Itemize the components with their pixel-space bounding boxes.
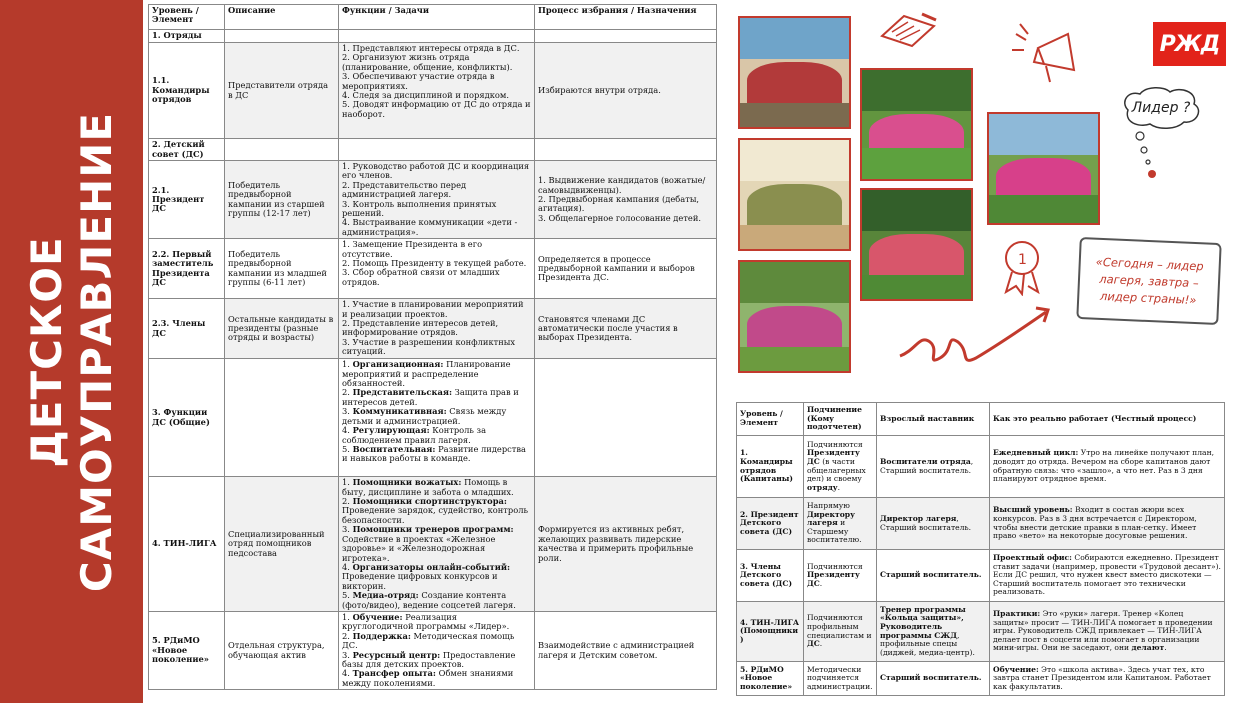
cell-how: Обучение: Это «школа актива». Здесь учат тех, кто завтра станет Президентом или Капитаном. Работает как факультатив. bbox=[990, 662, 1225, 696]
cell-level: 2. Президент Детского совета (ДС) bbox=[737, 498, 804, 550]
cell-process: Формируется из активных ребят, желающих развивать лидерские качества и примерить профильные роли. bbox=[535, 477, 717, 612]
cell-description: Представители отряда в ДС bbox=[225, 43, 339, 139]
cell-how: Проектный офис: Собираются ежедневно. Президент ставит задачи (например, провести «Трудовой десант»). Если ДС решил, что нужен квест вместо дискотеки — Старший воспитатель помогает это технически реализовать. bbox=[990, 550, 1225, 602]
cell-description: Победитель предвыборной кампании из старшей группы (12-17 лет) bbox=[225, 161, 339, 239]
cell-how: Высший уровень: Входит в состав жюри всех конкурсов. Раз в 3 дня встречается с Директором, чтобы внести детские правки в план-сетку. Имеет право «вето» на некоторые досуговые решения. bbox=[990, 498, 1225, 550]
medal-icon bbox=[1000, 236, 1050, 296]
camp-photo bbox=[987, 112, 1100, 225]
cell-mentor: Директор лагеря, Старший воспитатель. bbox=[877, 498, 990, 550]
cell-subordination: Методически подчиняется администрации. bbox=[804, 662, 877, 696]
header-level: Уровень / Элемент bbox=[149, 5, 225, 30]
cell-functions: 1. Замещение Президента в его отсутствие. 2. Помощь Президенту в текущей работе. 3. Сбор обратной связи от младших отрядов. bbox=[339, 239, 535, 299]
cell-how: Практики: Это «руки» лагеря. Тренер «Колец защиты» просит — ТИН-ЛИГА помогает в проведении игры. Руководитель СЖД привлекает — ТИН-ЛИГА делает пост в соцсети или помогает в организации мини-игры. Они не заседают, они делают. bbox=[990, 602, 1225, 662]
cell-level: 5. РДиМО «Новое поколение» bbox=[149, 611, 225, 689]
header-subordination: Подчинение (Кому подотчетен) bbox=[804, 403, 877, 436]
table-row bbox=[149, 43, 717, 139]
cell-description: Остальные кандидаты в президенты (разные отряды и возрасты) bbox=[225, 299, 339, 359]
table-row bbox=[737, 662, 1225, 696]
cell-subordination: Подчиняются Президенту ДС (в части общелагерных дел) и своему отряду. bbox=[804, 436, 877, 498]
header-level: Уровень / Элемент bbox=[737, 403, 804, 436]
cell-description: Специализированный отряд помощников педсостава bbox=[225, 477, 339, 612]
table-row bbox=[149, 477, 717, 612]
table-row bbox=[149, 139, 717, 161]
cell-process: Становятся членами ДС автоматически после участия в выборах Президента. bbox=[535, 299, 717, 359]
table-row bbox=[737, 550, 1225, 602]
camp-photo bbox=[738, 260, 851, 373]
cell-level: 5. РДиМО «Новое поколение» bbox=[737, 662, 804, 696]
cell-functions: 1. Представляют интересы отряда в ДС. 2. Организуют жизнь отряда (планирование, общение, конфликты). 3. Обеспечивают участие отряда в мероприятиях. 4. Следя за дисциплиной и порядком. 5. Доводят информацию от ДС до отряда и наоборот. bbox=[339, 43, 535, 139]
cell-process: Определяется в процессе предвыборной кампании и выборов Президента ДС. bbox=[535, 239, 717, 299]
page-title-line2: САМОУПРАВЛЕНИЕ bbox=[72, 111, 121, 593]
page-title bbox=[22, 112, 122, 592]
cell-subordination: Напрямую Директору лагеря и Старшему воспитателю. bbox=[804, 498, 877, 550]
cell-level: 1.1. Командиры отрядов bbox=[149, 43, 225, 139]
cell-functions: 1. Обучение: Реализация круглогодичной программы «Лидер». 2. Поддержка: Методическая помощь ДС. 3. Ресурсный центр: Предоставление базы для детских проектов. 4. Трансфер опыта: Обмен знаниями между поколениями. bbox=[339, 611, 535, 689]
table-row bbox=[737, 498, 1225, 550]
table-header-row bbox=[149, 5, 717, 30]
cell-subordination: Подчиняются профильным специалистам и ДС. bbox=[804, 602, 877, 662]
book-pen-icon bbox=[878, 10, 940, 50]
cell-level: 4. ТИН-ЛИГА (Помощники) bbox=[737, 602, 804, 662]
bubble-text: Лидер ? bbox=[1131, 100, 1191, 116]
cell-process: Взаимодействие с администрацией лагеря и Детским советом. bbox=[535, 611, 717, 689]
section-council: 2. Детский совет (ДС) bbox=[149, 139, 225, 161]
table-header-row bbox=[737, 403, 1225, 436]
table-row bbox=[149, 611, 717, 689]
section-squads: 1. Отряды bbox=[149, 30, 225, 43]
cell-mentor: Старший воспитатель. bbox=[877, 550, 990, 602]
header-functions: Функции / Задачи bbox=[339, 5, 535, 30]
svg-text:1: 1 bbox=[1018, 252, 1027, 268]
cell-level: 3. Функции ДС (Общие) bbox=[149, 359, 225, 477]
slogan-text: «Сегодня – лидер лагеря, завтра – лидер страны!» bbox=[1095, 254, 1204, 307]
cell-mentor: Тренер программы «Кольца защиты», Руководитель программы СЖД, профильные спецы (диджей, медиа-центр). bbox=[877, 602, 990, 662]
cell-functions: 1. Организационная: Планирование мероприятий и распределение обязанностей. 2. Представительская: Защита прав и интересов детей. 3. Коммуникативная: Связь между детьми и администрацией. 4. Регулирующая: Контроль за соблюдением правил лагеря. 5. Воспитательная: Развитие лидерства и навыков работы в команде. bbox=[339, 359, 535, 477]
sidebar-band bbox=[0, 0, 143, 703]
table-row bbox=[149, 161, 717, 239]
header-mentor: Взрослый наставник bbox=[877, 403, 990, 436]
thought-bubble bbox=[1118, 86, 1204, 130]
structure-table bbox=[148, 4, 717, 690]
camp-photo bbox=[860, 188, 973, 301]
header-process: Процесс избрания / Назначения bbox=[535, 5, 717, 30]
subordination-table bbox=[736, 402, 1225, 696]
header-description: Описание bbox=[225, 5, 339, 30]
page-title-line1: ДЕТСКОЕ bbox=[22, 236, 71, 468]
cell-process: Избираются внутри отряда. bbox=[535, 43, 717, 139]
cell-how: Ежедневный цикл: Утро на линейке получают план, доводят до отряда. Вечером на сборе капитанов дают обратную связь: что «зашло», а что нет. Раз в 3 дня планируют отрядное время. bbox=[990, 436, 1225, 498]
table-row bbox=[149, 30, 717, 43]
cell-mentor: Старший воспитатель. bbox=[877, 662, 990, 696]
cell-subordination: Подчиняются Президенту ДС. bbox=[804, 550, 877, 602]
cell-level: 1. Командиры отрядов (Капитаны) bbox=[737, 436, 804, 498]
table-row bbox=[149, 359, 717, 477]
camp-photo bbox=[738, 138, 851, 251]
cell-level: 2.1. Президент ДС bbox=[149, 161, 225, 239]
cell-description: Отдельная структура, обучающая актив bbox=[225, 611, 339, 689]
cell-process: 1. Выдвижение кандидатов (вожатые/самовыдвиженцы). 2. Предвыборная кампания (дебаты, агитация). 3. Общелагерное голосование детей. bbox=[535, 161, 717, 239]
cell-level: 3. Члены Детского совета (ДС) bbox=[737, 550, 804, 602]
cell-functions: 1. Руководство работой ДС и координация его членов. 2. Представительство перед администрацией лагеря. 3. Контроль выполнения принятых решений. 4. Выстраивание коммуникации «дети - администрация». bbox=[339, 161, 535, 239]
camp-photo bbox=[738, 16, 851, 129]
curly-arrow bbox=[896, 300, 1056, 372]
cell-level: 2.2. Первый заместитель Президента ДС bbox=[149, 239, 225, 299]
rzd-logo: РЖД bbox=[1153, 22, 1226, 66]
table-row bbox=[737, 602, 1225, 662]
bubble-dots bbox=[1130, 130, 1160, 180]
table-row bbox=[149, 239, 717, 299]
slogan-card bbox=[1076, 237, 1221, 325]
cell-description: Победитель предвыборной кампании из младшей группы (6-11 лет) bbox=[225, 239, 339, 299]
cell-level: 2.3. Члены ДС bbox=[149, 299, 225, 359]
table-row bbox=[737, 436, 1225, 498]
table-row bbox=[149, 299, 717, 359]
cell-functions: 1. Помощники вожатых: Помощь в быту, дисциплине и забота о младших. 2. Помощники спортинструктора: Проведение зарядок, судейство, контроль безопасности. 3. Помощники тренеров программ: Содействие в проектах «Железное здоровье» и «Железнодорожная игротека». 4. Организаторы онлайн-событий: Проведение цифровых конкурсов и викторин. 5. Медиа-отряд: Создание контента (фото/видео), ведение соцсетей лагеря. bbox=[339, 477, 535, 612]
camp-photo bbox=[860, 68, 973, 181]
cell-mentor: Воспитатели отряда, Старший воспитатель. bbox=[877, 436, 990, 498]
cell-level: 4. ТИН-ЛИГА bbox=[149, 477, 225, 612]
cell-functions: 1. Участие в планировании мероприятий и реализации проектов. 2. Представление интересов детей, информирование отрядов. 3. Участие в разрешении конфликтных ситуаций. bbox=[339, 299, 535, 359]
header-how-it-works: Как это реально работает (Честный процесс) bbox=[990, 403, 1225, 436]
megaphone-icon bbox=[1010, 22, 1090, 92]
